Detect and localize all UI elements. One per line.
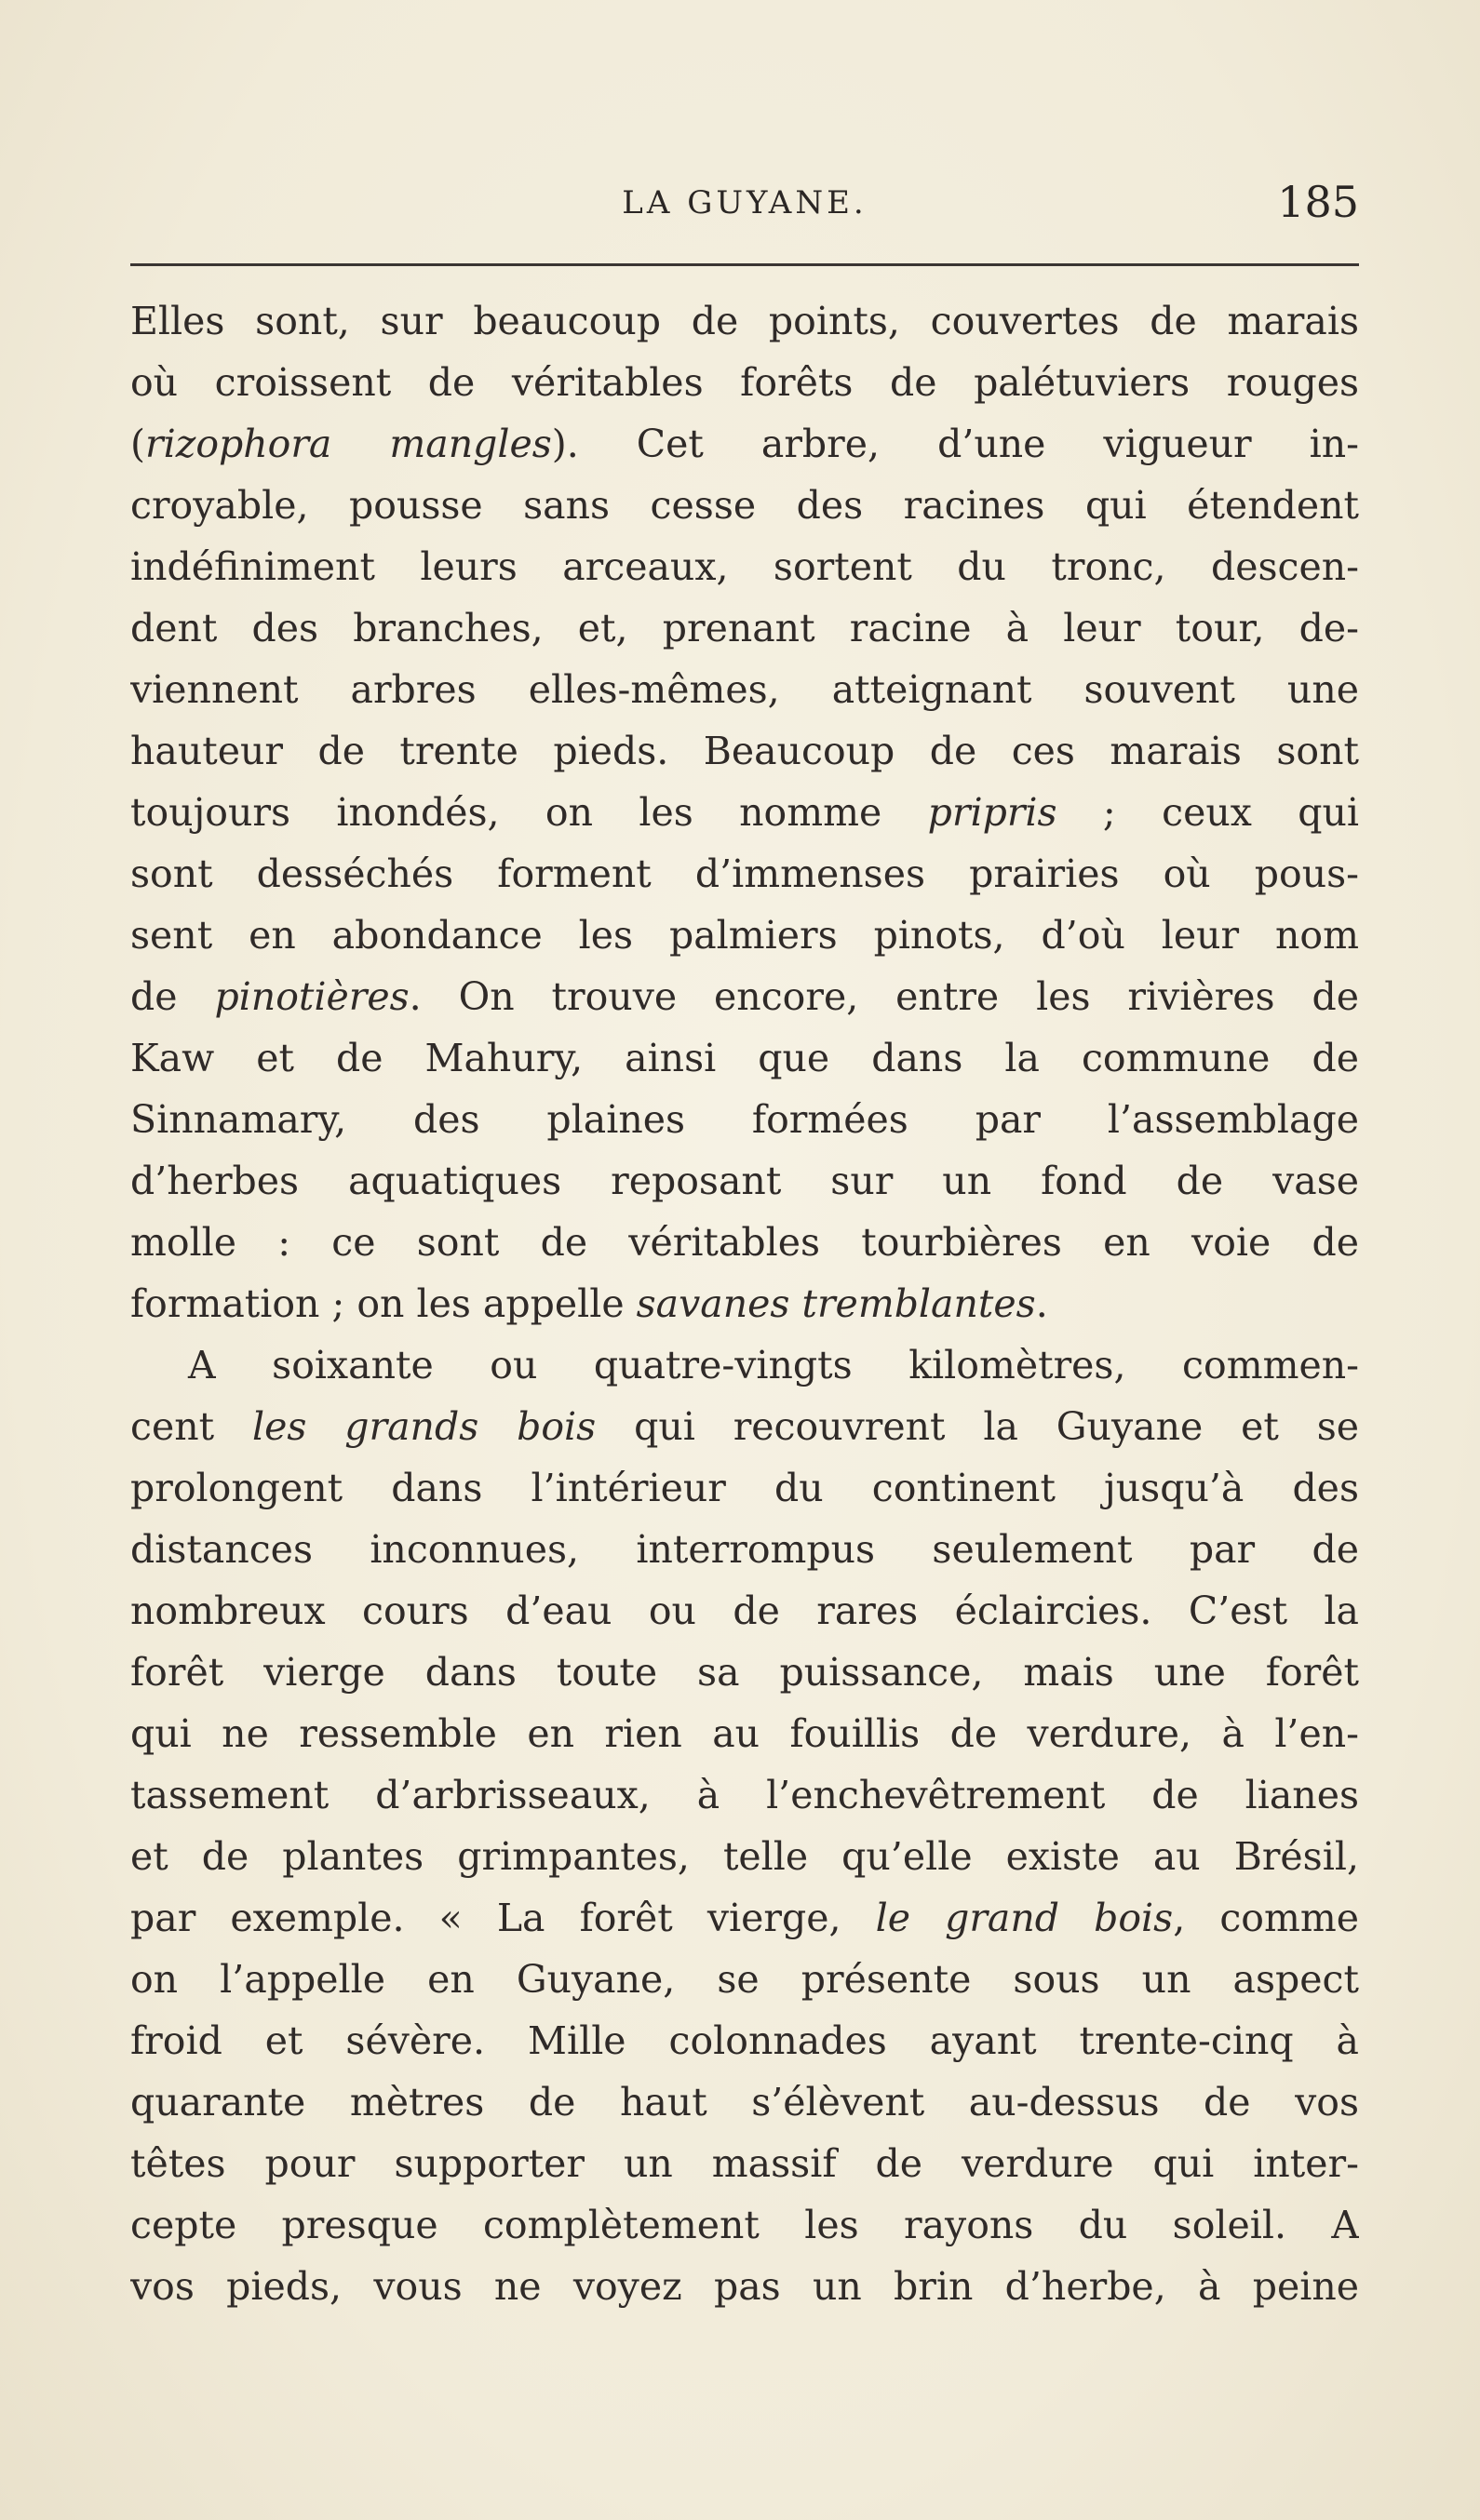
italic-term: rizophora mangles — [145, 422, 552, 466]
text-segment: croyable, pousse sans cesse des racines qui étendent — [130, 483, 1359, 528]
text-line — [130, 1089, 1359, 1150]
text-segment: quarante mètres de haut s’élèvent au-dessus de vos — [130, 2080, 1359, 2125]
text-line — [130, 1826, 1359, 1887]
text-segment: forêt vierge dans toute sa puissance, mais une forêt — [130, 1650, 1359, 1695]
text-segment: têtes pour supporter un massif de verdure qui inter- — [130, 2141, 1359, 2186]
italic-term: savanes tremblantes — [636, 1281, 1036, 1326]
text-segment: tassement d’arbrisseaux, à l’enchevêtrement de lianes — [130, 1773, 1359, 1817]
text-segment: vos pieds, vous ne voyez pas un brin d’herbe, à peine — [130, 2264, 1359, 2309]
text-segment: on l’appelle en Guyane, se présente sous un aspect — [130, 1957, 1359, 2002]
text-line — [130, 1212, 1359, 1273]
text-segment: A soixante ou quatre-vingts kilomètres, commen- — [188, 1343, 1359, 1387]
text-segment: froid et sévère. Mille colonnades ayant trente-cinq à — [130, 2018, 1359, 2063]
text-segment: Sinnamary, des plaines formées par l’assemblage — [130, 1097, 1359, 1142]
italic-term: les grands bois — [251, 1404, 597, 1449]
text-segment: cepte presque complètement les rayons du soleil. A — [130, 2203, 1359, 2247]
text-segment: d’herbes aquatiques reposant sur un fond de vase — [130, 1159, 1359, 1203]
page-header — [130, 177, 1359, 242]
text-segment: toujours inondés, on les nomme — [130, 790, 928, 835]
text-segment: prolongent dans l’intérieur du continent jusqu’à des — [130, 1466, 1359, 1510]
text-segment: . On trouve encore, entre les rivières de — [409, 974, 1359, 1019]
text-line — [130, 1519, 1359, 1580]
running-title: LA GUYANE. — [622, 184, 868, 221]
text-line — [130, 1703, 1359, 1764]
text-segment: distances inconnues, interrompus seulement par de — [130, 1527, 1359, 1572]
text-segment: nombreux cours d’eau ou de rares éclaircies. C’est la — [130, 1588, 1359, 1633]
text-line — [130, 2010, 1359, 2071]
text-line — [130, 475, 1359, 536]
text-segment: formation ; on les appelle — [130, 1281, 637, 1326]
text-line — [130, 2194, 1359, 2256]
text-segment: qui recouvrent la Guyane et se — [596, 1404, 1359, 1449]
page-number: 185 — [1277, 177, 1359, 227]
text-line — [130, 966, 1359, 1027]
text-line — [130, 290, 1359, 352]
text-segment: sent en abondance les palmiers pinots, d’où leur nom — [130, 913, 1359, 958]
text-line — [130, 1580, 1359, 1642]
header-rule — [130, 263, 1359, 266]
italic-term: pinotières — [214, 974, 410, 1019]
text-segment: ; ceux qui — [1056, 790, 1359, 835]
text-segment: cent — [130, 1404, 252, 1449]
text-line — [130, 1396, 1359, 1457]
text-segment: et de plantes grimpantes, telle qu’elle existe au Brésil, — [130, 1834, 1359, 1879]
text-segment: de — [130, 974, 215, 1019]
body-text — [130, 290, 1359, 2317]
text-line — [130, 1457, 1359, 1519]
text-line — [130, 2071, 1359, 2133]
text-segment: indéfiniment leurs arceaux, sortent du tronc, descen- — [130, 544, 1359, 589]
text-line — [130, 720, 1359, 782]
text-line — [130, 905, 1359, 966]
text-segment: viennent arbres elles-mêmes, atteignant souvent une — [130, 667, 1359, 712]
text-segment: où croissent de véritables forêts de palétuviers rouges — [130, 360, 1359, 405]
text-segment: molle : ce sont de véritables tourbières en voie de — [130, 1220, 1359, 1265]
italic-term: pripris — [927, 790, 1057, 835]
paragraph-1 — [130, 290, 1359, 1334]
text-segment: qui ne ressemble en rien au fouillis de verdure, à l’en- — [130, 1711, 1359, 1756]
text-line — [130, 2133, 1359, 2194]
text-line — [130, 1150, 1359, 1212]
text-segment: . — [1035, 1281, 1048, 1326]
text-segment: par exemple. « La forêt vierge, — [130, 1896, 876, 1940]
text-line — [130, 1764, 1359, 1826]
text-line — [130, 1642, 1359, 1703]
text-line — [130, 782, 1359, 843]
text-segment: hauteur de trente pieds. Beaucoup de ces marais sont — [130, 729, 1359, 773]
text-segment: Kaw et de Mahury, ainsi que dans la commune de — [130, 1036, 1359, 1080]
text-segment: , comme — [1173, 1896, 1359, 1940]
text-line — [130, 1273, 1359, 1334]
italic-term: le grand bois — [875, 1896, 1174, 1940]
text-segment: ( — [130, 422, 145, 466]
text-line — [130, 597, 1359, 659]
text-line — [130, 1334, 1359, 1396]
text-segment: sont desséchés forment d’immenses prairies où pous- — [130, 851, 1359, 896]
text-line — [130, 659, 1359, 720]
text-line — [130, 1887, 1359, 1949]
text-line — [130, 1949, 1359, 2010]
paragraph-2 — [130, 1334, 1359, 2317]
text-segment: ). Cet arbre, d’une vigueur in- — [551, 422, 1359, 466]
text-line — [130, 413, 1359, 475]
text-line — [130, 1027, 1359, 1089]
text-line — [130, 536, 1359, 597]
text-line — [130, 843, 1359, 905]
text-line — [130, 2256, 1359, 2317]
text-segment: Elles sont, sur beaucoup de points, couvertes de marais — [130, 299, 1359, 343]
text-line — [130, 352, 1359, 413]
text-segment: dent des branches, et, prenant racine à leur tour, de- — [130, 606, 1359, 650]
